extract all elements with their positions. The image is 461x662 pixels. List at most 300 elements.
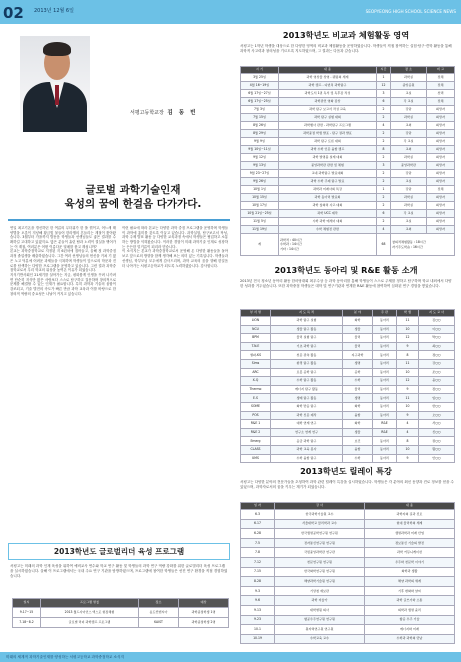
principal-caption	[130, 110, 198, 118]
table-cell: 희망자	[427, 218, 455, 226]
table-cell: 한○○	[419, 402, 455, 411]
table-cell: 동아리	[373, 359, 397, 368]
table-cell: 12	[377, 82, 391, 90]
table-row	[13, 608, 229, 618]
table-cell: 생명	[343, 394, 373, 403]
table-cell: 과학 창의력 사고 대회	[279, 202, 377, 210]
table-cell: 해양과학기술원 연구원	[275, 577, 365, 587]
table-row	[241, 202, 455, 210]
table-cell: KAIST	[139, 618, 179, 628]
table-cell: 교실	[391, 178, 427, 186]
table-cell: 8	[377, 146, 391, 154]
table-row	[241, 634, 455, 644]
table-row	[241, 130, 455, 138]
table-row	[241, 226, 455, 234]
table-cell: 화학	[343, 402, 373, 411]
table-cell: 교외	[391, 122, 427, 130]
total-notes	[391, 234, 455, 256]
table-cell: 강당	[391, 186, 427, 194]
table-cell: 기초 과학 탐구	[271, 342, 343, 351]
table-cell: 신○○	[419, 428, 455, 437]
table-cell: 과학 저술가	[275, 596, 365, 606]
table-cell: 9월 13일	[241, 162, 279, 170]
table-header: 비 고	[427, 67, 455, 74]
table-cell: POS	[241, 411, 271, 420]
table-cell: LION	[241, 317, 271, 326]
table-cell: 2	[377, 114, 391, 122]
table-cell: 10.1	[241, 625, 275, 635]
table-cell: 연구소 연계 연구	[271, 428, 343, 437]
table-cell: Emerg	[241, 437, 271, 446]
article-paragraph: 연일 최고기온을 갱신하던 한 여름의 무더위가 한 풀 꺾이고, 어느새 태양볕을 오롯이 겨냥해 황금빛 물들어 한라행의 흔들리는 계절이 찾아왔습니다. 3월부터 가을까지 발돋음 학생들과 선생님들도 좋은 결과를 수확하길 고대하고 있겠지요. 많은 분들이 흘린 땀과 노력이 결실을 맺어가는 이 계절, 여러분은 어떤 이름다운 열매를 품고 계십니까?	[10, 226, 116, 249]
table-row	[241, 596, 455, 606]
table-row	[241, 90, 455, 98]
table-row	[241, 342, 455, 351]
table-cell: 7월 15일	[241, 114, 279, 122]
table-cell: 수학 체험전 관람	[279, 226, 377, 234]
table-cell: 9.3	[241, 586, 275, 596]
table-cell: 응급 과학 탐구	[271, 437, 343, 446]
article-column-left	[10, 226, 116, 534]
table-cell: 동아리	[373, 368, 397, 377]
total-note: 창의적체험활동 : 18시간	[392, 240, 426, 245]
table-cell: 희망자	[427, 178, 455, 186]
table-header: 시 기	[241, 67, 279, 74]
table-total-row	[241, 234, 455, 256]
table-cell: 물리 실험 탐구	[271, 334, 343, 343]
table-row	[241, 605, 455, 615]
table-header: 학 생	[397, 310, 419, 317]
table-cell: 8	[397, 437, 419, 446]
table-cell: 6월 17일~25일	[241, 98, 279, 106]
table-row	[241, 317, 455, 326]
page-number: 02	[3, 4, 24, 22]
table-cell: 안○○	[419, 454, 455, 463]
table-cell: 서○○	[419, 420, 455, 429]
table-cell: 물리	[343, 334, 373, 343]
table-cell: 8월 26일	[241, 122, 279, 130]
table-row	[241, 325, 455, 334]
table-cell: R&E	[373, 428, 397, 437]
table-cell: 희망자	[427, 202, 455, 210]
table-cell: 중앙과학관 관람 및 체험	[279, 162, 377, 170]
table-cell: 현대 물리학의 세계	[365, 519, 455, 529]
table-cell: 오○○	[419, 411, 455, 420]
headline-line2: 육성의 꿈에 한걸음 다가가다.	[64, 197, 202, 210]
table-cell: 과학중점 학생 발표 - 탐구 결과 발표	[279, 130, 377, 138]
table-row	[241, 162, 455, 170]
principal-name: 김 동 빈	[167, 110, 198, 116]
table-cell: 과학중점학생 2명	[179, 618, 229, 628]
table-row	[241, 615, 455, 625]
table-cell: 공학	[343, 368, 373, 377]
total-items	[279, 234, 377, 256]
table-cell: 강당	[391, 106, 427, 114]
table-cell: 동아리	[373, 385, 397, 394]
table-cell: BPM	[241, 334, 271, 343]
table-cell: 에너지 탐구 활동	[271, 385, 343, 394]
table-cell: 강당	[391, 130, 427, 138]
table-row	[241, 74, 455, 82]
photo-tie	[55, 85, 59, 105]
table-cell: 9.13	[241, 605, 275, 615]
table-cell: 항공우주연구원 연구원	[275, 615, 365, 625]
table-cell: 생명과학과 미래 산업	[365, 529, 455, 539]
table-cell: 4	[397, 420, 419, 429]
table-cell: 물리	[343, 385, 373, 394]
table-cell: 과학 탐구 실험 대회	[279, 114, 377, 122]
table-cell: 희망자	[427, 106, 455, 114]
table-cell: 8	[397, 351, 419, 360]
total-item: 과학적 : 40시간	[280, 238, 302, 243]
table-cell: 수학	[343, 454, 373, 463]
table-row	[241, 154, 455, 162]
photo-hair	[43, 42, 71, 56]
table-cell: 과학실	[391, 194, 427, 202]
table-cell: 전체	[427, 186, 455, 194]
table-cell: 생물	[343, 428, 373, 437]
table-cell: 10월 15일	[241, 194, 279, 202]
total-hours: 68	[377, 234, 391, 256]
table-cell: 6.17	[241, 519, 275, 529]
table-cell: 1	[377, 186, 391, 194]
table-cell: 과학도서 1권 독서 및 독후감 작성	[279, 90, 377, 98]
table-cell: 장○○	[419, 385, 455, 394]
global-leader-table	[12, 598, 229, 628]
total-item: 기타 : 14시간	[280, 246, 299, 251]
article-paragraph: 이런 필요에 따라 본교는 다양한 과학 중점 프로그램을 운영하며 학생들이 과학에 흥미를 갖도록 이끌고 있습니다. 과학실험, 탐구보고서 작성, 과학 주제 발표 활동 등 다양한 교육과정 속에서 학생들은 협업하고 소통하는 방법을 익혀왔습니다. 이러한 경험이 미래 과학기술 인재로 성장하는 든든한 밑거름이 되리라 믿습니다.	[122, 226, 228, 249]
table-row	[241, 529, 455, 539]
table-cell: 2	[377, 194, 391, 202]
table-cell: 과학실	[391, 154, 427, 162]
table-cell: 2	[377, 178, 391, 186]
table-cell: 동아리	[373, 325, 397, 334]
table-cell: 수학교육 교수	[275, 634, 365, 644]
table-cell: 희망자	[427, 226, 455, 234]
table-cell: 9	[397, 385, 419, 394]
global-leader-title: 2013학년도 글로벌리더 육성 프로그램	[8, 543, 230, 560]
table-cell: 교외	[391, 146, 427, 154]
table-cell: 9	[397, 454, 419, 463]
article-column-right	[122, 226, 228, 534]
table-cell: 의학과 생명 윤리	[365, 605, 455, 615]
table-cell: 지구과학	[343, 351, 373, 360]
table-cell: 2	[377, 138, 391, 146]
table-cell: 9.17~15	[13, 608, 41, 618]
table-cell: 1	[377, 74, 391, 82]
table-cell: 한국화학연구원 연구원	[275, 567, 365, 577]
table-row	[241, 334, 455, 343]
table-row	[241, 548, 455, 558]
table-cell: 12	[397, 334, 419, 343]
table-cell: T.N.E	[241, 342, 271, 351]
table-header: 지 도 교 사	[419, 310, 455, 317]
table-row	[241, 567, 455, 577]
total-label: 계	[241, 234, 279, 256]
table-row	[241, 170, 455, 178]
table-header: 대상	[179, 599, 229, 608]
table-cell: X-Q	[241, 377, 271, 386]
table-cell: 대학병원 의사	[275, 605, 365, 615]
table-cell: 희망자	[427, 194, 455, 202]
table-header: 내 용	[279, 67, 377, 74]
table-cell: 2	[377, 154, 391, 162]
table-cell: 천문연구원 연구원	[275, 557, 365, 567]
table-cell: 12	[397, 377, 419, 386]
table-cell: 과학 영상물 상영 - 팬텀의 세계	[279, 74, 377, 82]
table-cell: 과학 발명품 설계 대회	[279, 154, 377, 162]
table-row	[241, 106, 455, 114]
table-cell: 희망자	[427, 146, 455, 154]
table-cell: 과학실	[391, 202, 427, 210]
table-cell: 조○○	[419, 368, 455, 377]
table-row	[241, 359, 455, 368]
table-cell: 11	[397, 394, 419, 403]
table-cell: 3	[377, 162, 391, 170]
table-cell: 희망자	[427, 114, 455, 122]
table-row	[241, 402, 455, 411]
table-cell: 강○○	[419, 359, 455, 368]
table-row	[241, 394, 455, 403]
table-cell: 11	[397, 359, 419, 368]
table-cell: 10.19	[241, 634, 275, 644]
table-cell: 과학 탐구 보고서 작성 교육	[279, 106, 377, 114]
table-cell: 8월 29일	[241, 130, 279, 138]
total-note: 자기주도학습 : 16시간	[392, 244, 423, 249]
table-cell: 중앙공원	[391, 82, 427, 90]
table-cell: 화학	[343, 317, 373, 326]
table-cell: 정○○	[419, 351, 455, 360]
table-cell: 2	[377, 130, 391, 138]
global-leader-intro: 서평고는 미래의 과학 인재 육성을 위하여 예비교사 연수와 학교 연구 활동 및 학생들의 과학 연구 역량 강화를 위한 글로벌리더 육성 프로그램을 실시하였습니다. 올해 이 프로그램에서는 국내 주요 연구 기관을 탐방하였으며, 프로그램에 참여한 학생들은 선진 연구 환경을 직접 경험하였습니다.	[10, 564, 228, 579]
table-cell: 동아리	[373, 351, 397, 360]
relay-intro: 서평고는 다양한 분야의 전문가들을 초청하여 과학 관련 릴레이 특강을 실시하였습니다. 학생들은 각 분야의 최신 동향과 진로 정보를 얻을 수 있었으며, 과학자로서의 꿈을 키우는 계기가 되었습니다.	[240, 480, 454, 490]
table-cell: 희망자	[427, 170, 455, 178]
table-cell: 9월 12일	[241, 154, 279, 162]
issue-date: 2013년 12월 6일	[34, 8, 74, 14]
table-cell: 항공 우주 기술	[365, 615, 455, 625]
table-cell: Sims	[241, 359, 271, 368]
table-cell: 희망자	[427, 210, 455, 218]
table-row	[241, 437, 455, 446]
table-cell: 과학 글쓰기와 소통	[365, 596, 455, 606]
table-cell: 과학 수학 인문 융합 캠프	[279, 146, 377, 154]
table-cell: 과학 UCC 제작	[279, 210, 377, 218]
table-cell: 6월 17일~27일	[241, 90, 279, 98]
table-cell: 수학 탐구 활동	[271, 377, 343, 386]
table-cell: 과학행사 관람 - 과학탐구 프로그램	[279, 122, 377, 130]
table-cell: 생물 탐구 활동	[271, 325, 343, 334]
table-cell: 동아리	[373, 454, 397, 463]
divider-line	[8, 219, 230, 221]
table-cell: 김○○	[419, 317, 455, 326]
table-cell: 9	[397, 411, 419, 420]
table-cell: 전체	[427, 74, 455, 82]
table-cell: 기후 변화와 날씨	[365, 586, 455, 596]
table-cell: 6.3	[241, 510, 275, 520]
table-cell: E.S	[241, 394, 271, 403]
table-cell: 과학관련 영화 감상	[279, 98, 377, 106]
table-cell: 희망자	[427, 154, 455, 162]
table-cell: 11월 19일	[241, 226, 279, 234]
table-cell: 9월 23~27일	[241, 170, 279, 178]
table-cell: 11	[397, 317, 419, 326]
article-paragraph: 본교는 과학중점학교로 지정된 지 6년차에 접어들고, 올해 첫 과학중점과정 졸업생을 배출하였습니다. 그간 여러 선생님들의 헌신을 거쳐 기 많은 노고 덕분에 어려운 과제들을 극복하며 학생들이 앞으로의 학문과 진로를 탐색하는 다양한 프로그램을 운영하고 있습니다. 그런 결과 과학중점학교로서 우리 학교의 위상을 높여온 이유가 되었습니다.	[10, 249, 116, 273]
table-row	[241, 454, 455, 463]
table-cell: 6	[377, 98, 391, 106]
table-cell: 7월 3일	[241, 106, 279, 114]
table-cell: 7.8	[241, 548, 275, 558]
table-cell: 9월 26일	[241, 178, 279, 186]
table-cell: CLASS	[241, 445, 271, 454]
table-cell: 수학 융합 탐구	[271, 454, 343, 463]
total-item: 수학과 : 14시간	[280, 242, 302, 247]
table-row	[241, 577, 455, 587]
table-row	[241, 98, 455, 106]
table-cell: 4월 16~19일	[241, 82, 279, 90]
table-cell: 2	[377, 218, 391, 226]
table-header: 지 도 목 적	[271, 310, 343, 317]
table-row	[241, 186, 455, 194]
table-cell: 동아리	[373, 402, 397, 411]
table-cell: 전체	[427, 98, 455, 106]
table-cell: 환경 탐구 활동	[271, 359, 343, 368]
table-cell: 4	[397, 428, 419, 437]
table-cell: 선택	[427, 90, 455, 98]
table-cell: 과학중점학생 1명	[179, 608, 229, 618]
table-cell: 임○○	[419, 394, 455, 403]
table-cell: 과학 교육 봉사	[271, 445, 343, 454]
table-row	[13, 618, 229, 628]
headline	[38, 184, 228, 211]
club-table	[240, 309, 455, 463]
table-cell: 10	[397, 445, 419, 454]
principal-photo	[20, 36, 90, 132]
table-header: 장소	[139, 599, 179, 608]
table-cell: Thermo	[241, 385, 271, 394]
table-cell: 한국생명공학연구원 연구원	[275, 529, 365, 539]
table-cell: 로봇 공학 탐구	[271, 368, 343, 377]
table-row	[241, 377, 455, 386]
table-cell: 생명	[343, 359, 373, 368]
table-cell: 과학자의 길과 진로	[365, 510, 455, 520]
table-cell: 수학 과학 에세이 대회	[279, 218, 377, 226]
table-cell: 글로벌 리더 과학캠프 프로그램	[41, 618, 139, 628]
comparison-table	[240, 66, 455, 256]
table-row	[241, 368, 455, 377]
table-cell: 9월 10일~11일	[241, 146, 279, 154]
table-cell: 보건	[343, 437, 373, 446]
table-cell: 전체	[427, 82, 455, 90]
table-cell: 6.28	[241, 529, 275, 539]
table-cell: 2013 월드사이언스 엑스포 현장체험	[41, 608, 139, 618]
newsletter-name: SEOPYEONG HIGH SCHOOL SCIENCE NEWS	[365, 9, 456, 14]
table-row	[241, 538, 455, 548]
table-row	[241, 194, 455, 202]
table-row	[241, 82, 455, 90]
table-cell: R&E	[373, 420, 397, 429]
table-cell: 셀파-KS	[241, 351, 271, 360]
table-cell: 동아리	[373, 394, 397, 403]
table-row	[241, 218, 455, 226]
table-cell: 동아리	[373, 377, 397, 386]
table-cell: 10	[397, 402, 419, 411]
table-cell: 교실	[391, 90, 427, 98]
table-header: 프로그램 명칭	[41, 599, 139, 608]
table-header: 내 용	[365, 503, 455, 510]
table-cell: 융합	[343, 411, 373, 420]
table-cell: 희망자	[427, 130, 455, 138]
table-cell: 동아리	[373, 342, 397, 351]
table-cell: 윤○○	[419, 377, 455, 386]
table-cell: 10월 21일~25일	[241, 210, 279, 218]
table-cell: 11월 5일	[241, 218, 279, 226]
table-cell: 서울대학교 물리학과 교수	[275, 519, 365, 529]
table-row	[241, 122, 455, 130]
table-cell: 2	[377, 170, 391, 178]
article-paragraph: 지식기반사회인 21세기를 살아가는 지금, 평화롭게 인생을 꾸려 나가려면 단순히 지식만 많은 사람보다 스스로 탐구하고 질문하며 창의적으로 문제를 해결할 수 있는 인재가 필요합니다. 특히 과학과 기술의 융합이 강조되고, 기술 발전의 속도가 빠른 만큼 과학 교육과 이를 바탕으로 한 창의적 역량의 중요성은 나날이 커지고 있습니다.	[10, 272, 116, 296]
table-header: 장 소	[391, 67, 427, 74]
page-header	[0, 0, 461, 24]
table-cell: 수학과 과학의 만남	[365, 634, 455, 644]
table-row	[241, 138, 455, 146]
table-cell: 생물	[343, 325, 373, 334]
table-cell: 4	[377, 226, 391, 234]
table-cell: 과학실	[391, 114, 427, 122]
table-cell: 9.23	[241, 615, 275, 625]
table-cell: ARC	[241, 368, 271, 377]
table-cell: 권○○	[419, 437, 455, 446]
table-cell: 7.15	[241, 567, 275, 577]
table-cell: 이○○	[419, 325, 455, 334]
table-cell: 희망자	[427, 138, 455, 146]
table-row	[241, 625, 455, 635]
table-cell: UMS	[241, 454, 271, 463]
table-cell: 10월 17일	[241, 202, 279, 210]
table-cell: 과학 수학 주제 탐구 발표	[279, 178, 377, 186]
relay-title: 2013학년도 릴레이 특강	[300, 466, 392, 476]
table-cell: 9.6	[241, 596, 275, 606]
page-footer: 미래의 세계적 과학기술인재를 양성하는 서평고등학교 과학중점학교 소식지	[0, 652, 461, 662]
table-cell: 10	[397, 325, 419, 334]
table-row	[241, 445, 455, 454]
table-cell: 중앙과학관	[391, 162, 427, 170]
table-cell: 과학실	[391, 74, 427, 82]
table-cell: 교외	[391, 226, 427, 234]
table-header: 분 야	[343, 310, 373, 317]
table-cell: 최○○	[419, 342, 455, 351]
table-cell: 동아리	[373, 437, 397, 446]
table-cell: 과학 신문 제작	[271, 411, 343, 420]
table-row	[241, 428, 455, 437]
club-title: 2013학년도 동아리 및 R&E 활동 소개	[274, 265, 418, 275]
table-cell: 9월 9일	[241, 138, 279, 146]
table-cell: 기상청 예보관	[275, 586, 365, 596]
table-cell: 에너지와 미래	[365, 625, 455, 635]
table-cell: 희망자	[427, 122, 455, 130]
table-row	[241, 557, 455, 567]
table-cell: 과학 탐구 토론 대회	[279, 138, 377, 146]
table-header: 주 관	[373, 310, 397, 317]
table-cell: 각 교실	[391, 138, 427, 146]
table-row	[241, 586, 455, 596]
table-cell: 박○○	[419, 334, 455, 343]
table-cell: 4	[377, 122, 391, 130]
table-header: 부 서 명	[241, 310, 271, 317]
relay-table	[240, 502, 455, 644]
table-cell: 한국과학기술원 교수	[275, 510, 365, 520]
table-row	[241, 146, 455, 154]
